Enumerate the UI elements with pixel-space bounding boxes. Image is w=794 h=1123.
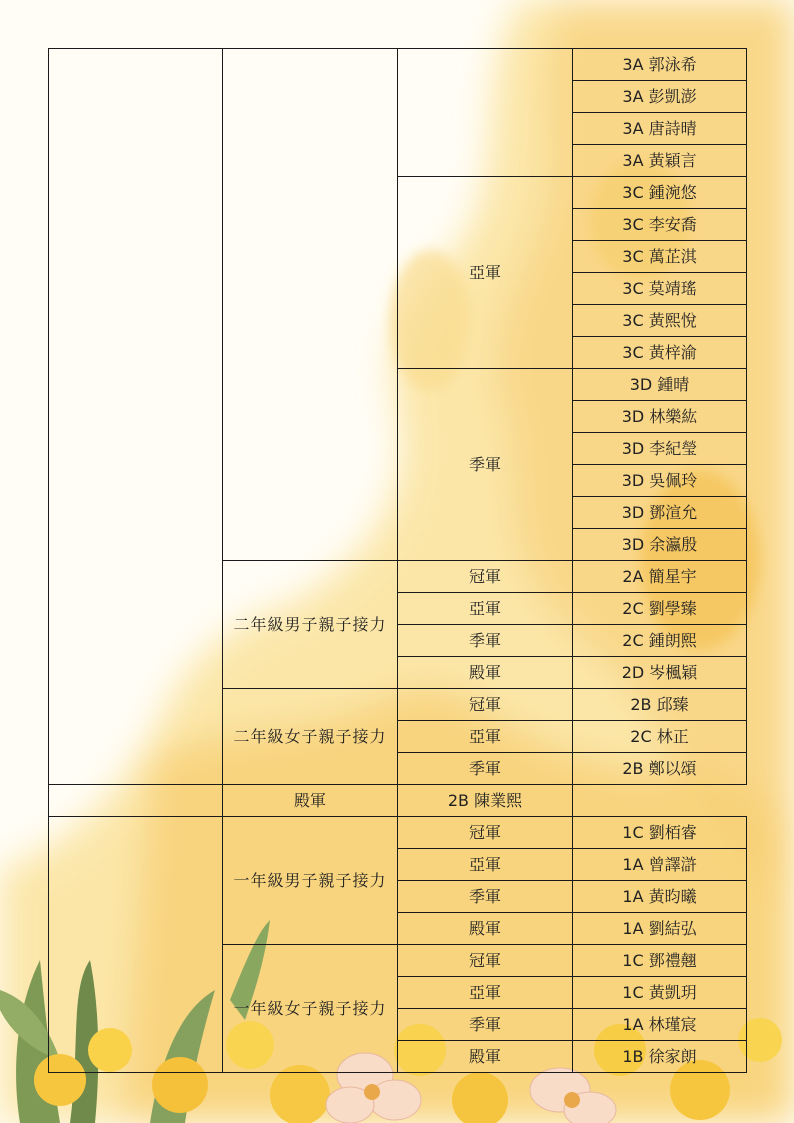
winner-cell: 2C 鍾朗熙 xyxy=(573,625,747,657)
category-cell xyxy=(49,49,223,785)
place-cell: 殿軍 xyxy=(398,913,573,945)
winner-cell: 1A 劉結弘 xyxy=(573,913,747,945)
event-cell xyxy=(49,785,223,817)
winner-cell: 1C 鄧禮翹 xyxy=(573,945,747,977)
winner-cell: 1A 林瑾宸 xyxy=(573,1009,747,1041)
winner-cell: 3A 彭凱澎 xyxy=(573,81,747,113)
place-cell: 亞軍 xyxy=(398,593,573,625)
place-cell: 亞軍 xyxy=(398,721,573,753)
winner-cell: 3C 黃熙悅 xyxy=(573,305,747,337)
table-row xyxy=(49,49,747,81)
winner-cell: 1A 曾譯滸 xyxy=(573,849,747,881)
place-cell: 季軍 xyxy=(398,753,573,785)
category-cell xyxy=(49,817,223,1073)
table-row xyxy=(49,785,747,817)
winner-cell: 1A 黃昀曦 xyxy=(573,881,747,913)
place-cell: 季軍 xyxy=(398,881,573,913)
winner-cell: 3D 鄧渲允 xyxy=(573,497,747,529)
place-cell: 亞軍 xyxy=(398,849,573,881)
winner-cell: 3D 鍾晴 xyxy=(573,369,747,401)
winner-cell: 3D 吳佩玲 xyxy=(573,465,747,497)
event-cell: 一年級女子親子接力 xyxy=(223,945,398,1073)
winner-cell: 3D 林樂紘 xyxy=(573,401,747,433)
winner-cell: 3C 莫靖瑤 xyxy=(573,273,747,305)
winner-cell: 2C 林正 xyxy=(573,721,747,753)
winner-cell: 3C 黃梓渝 xyxy=(573,337,747,369)
place-cell: 亞軍 xyxy=(398,977,573,1009)
results-table xyxy=(48,48,747,1073)
winner-cell: 2B 陳業熙 xyxy=(398,785,573,817)
winner-cell: 3A 郭泳希 xyxy=(573,49,747,81)
winner-cell: 1C 劉栢睿 xyxy=(573,817,747,849)
table-row xyxy=(49,817,747,849)
place-cell: 季軍 xyxy=(398,1009,573,1041)
winner-cell: 1C 黃凱玥 xyxy=(573,977,747,1009)
winner-cell: 3C 鍾涴悠 xyxy=(573,177,747,209)
winner-cell: 3A 黃穎言 xyxy=(573,145,747,177)
winner-cell: 1B 徐家朗 xyxy=(573,1041,747,1073)
winner-cell: 3D 余瀛殷 xyxy=(573,529,747,561)
place-cell: 冠軍 xyxy=(398,945,573,977)
event-cell: 一年級男子親子接力 xyxy=(223,817,398,945)
place-cell: 冠軍 xyxy=(398,817,573,849)
place-cell: 季軍 xyxy=(398,369,573,561)
place-cell: 殿軍 xyxy=(398,1041,573,1073)
event-cell xyxy=(223,49,398,561)
place-cell: 殿軍 xyxy=(223,785,398,817)
place-cell: 季軍 xyxy=(398,625,573,657)
winner-cell: 3C 李安喬 xyxy=(573,209,747,241)
event-cell: 二年級男子親子接力 xyxy=(223,561,398,689)
winner-cell: 3A 唐詩晴 xyxy=(573,113,747,145)
winner-cell: 2B 鄭以頌 xyxy=(573,753,747,785)
place-cell xyxy=(398,49,573,177)
winner-cell: 2B 邱臻 xyxy=(573,689,747,721)
event-cell: 二年級女子親子接力 xyxy=(223,689,398,785)
winner-cell: 2C 劉學臻 xyxy=(573,593,747,625)
winner-cell: 2D 岑楓穎 xyxy=(573,657,747,689)
place-cell: 冠軍 xyxy=(398,689,573,721)
place-cell: 亞軍 xyxy=(398,177,573,369)
winner-cell: 3D 李紀瑩 xyxy=(573,433,747,465)
place-cell: 冠軍 xyxy=(398,561,573,593)
winner-cell: 3C 萬芷淇 xyxy=(573,241,747,273)
winner-cell: 2A 簡星宇 xyxy=(573,561,747,593)
place-cell: 殿軍 xyxy=(398,657,573,689)
